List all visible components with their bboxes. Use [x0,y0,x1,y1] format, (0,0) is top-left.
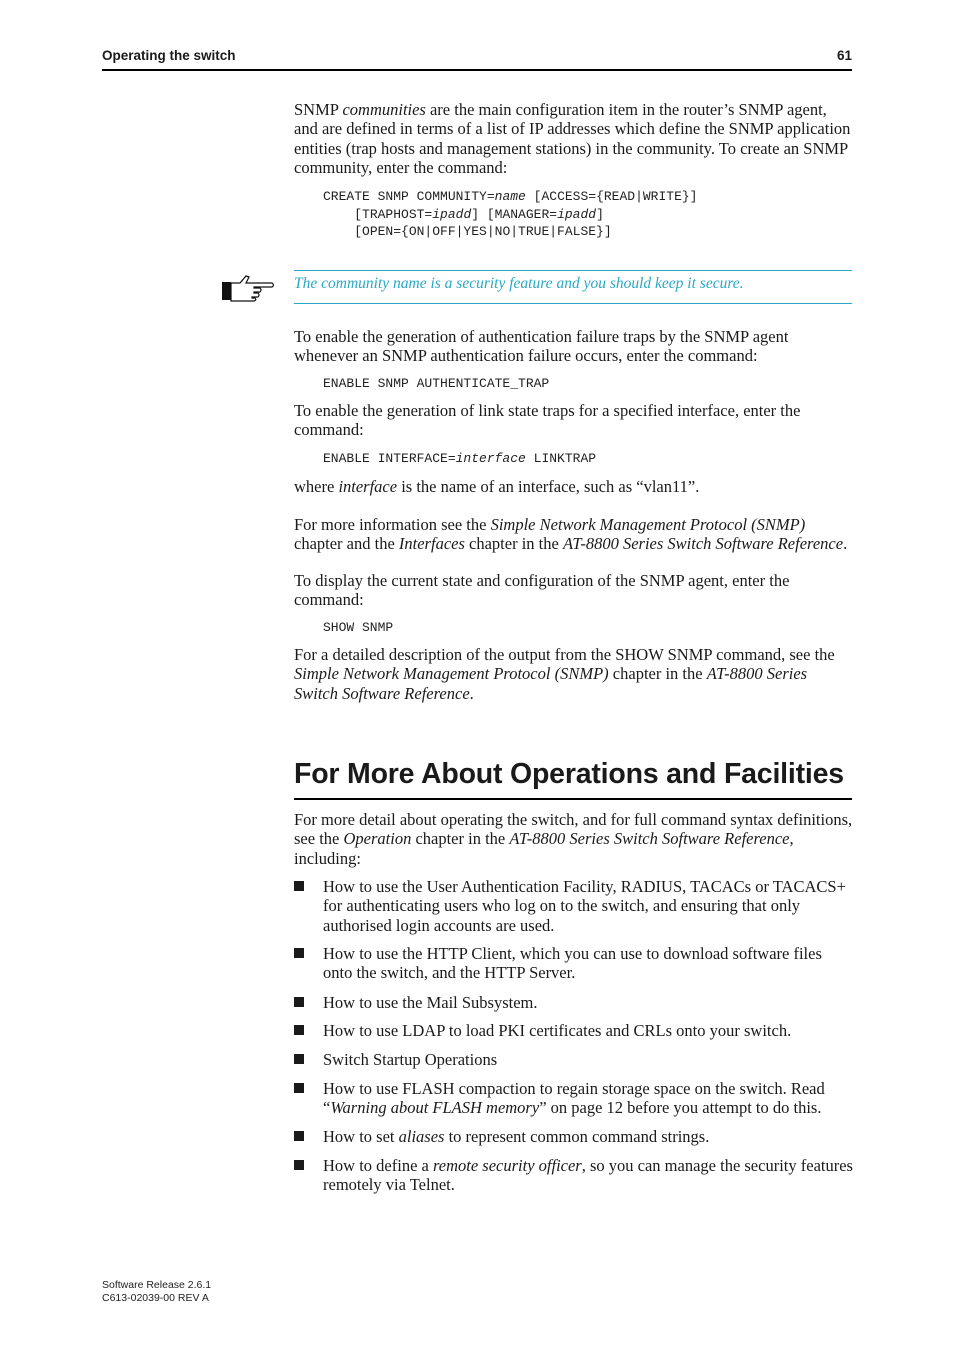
section-intro-paragraph [294,810,854,868]
list-item-text: Switch Startup Operations [323,1050,498,1069]
code-param: ipadd [557,206,597,222]
text-run: For more detail about operating the switch, and for full command syntax definitions, see the [294,810,853,849]
bullet-square-icon [294,1131,304,1141]
list-item-text: How to use LDAP to load PKI certificates and CRLs onto your switch. [323,1021,792,1040]
note-rule-bottom [294,303,852,304]
show-snmp-command: SHOW SNMP [323,620,394,635]
bullet-square-icon [294,1054,304,1064]
text-run: to represent common command strings. [444,1127,710,1146]
where-interface-paragraph [294,477,854,496]
page-footer [102,1279,211,1304]
code-param: ipadd [432,206,472,222]
text-run: How to define a [323,1156,433,1175]
text-run: For more information see the [294,515,491,534]
more-info-paragraph [294,515,854,554]
pointing-hand-icon [220,272,276,302]
reference-title: AT-8800 Series Switch Software Reference [294,664,808,703]
emphasis-communities: communities [342,100,426,119]
code-text: CREATE SNMP COMMUNITY= [323,189,495,204]
bullet-square-icon [294,997,304,1007]
reference-title: Operation [343,829,412,849]
text-run: For a detailed description of the output from the SHOW SNMP command, see the [294,645,835,664]
code-text: ] [596,206,604,222]
page-number: 61 [836,48,852,63]
footer-release: Software Release 2.6.1 [102,1279,212,1291]
text-run: chapter in the [608,664,707,684]
link-trap-paragraph [294,401,854,440]
snmp-communities-paragraph [294,100,854,177]
bullet-square-icon [294,948,304,958]
auth-trap-command: ENABLE SNMP AUTHENTICATE_TRAP [323,376,550,391]
code-text: LINKTRAP [525,451,597,466]
text-run: . [843,534,848,554]
list-item-text: How to use the User Authentication Facility, RADIUS, TACACs or TACACS+ for authenticating users who log on to the switch, and ensuring that only authorised login accounts are used. [323,877,846,935]
text-run: is the name of an interface, such as “vlan11”. [397,477,700,496]
code-param: name [494,189,526,204]
code-text: [OPEN={ON|OFF|YES|NO|TRUE|FALSE}] [354,224,612,239]
footer-doc-number: C613-02039-00 REV A [102,1291,209,1304]
text-run: chapter in the [411,829,510,849]
emphasis: interface [338,477,398,496]
note-rule-top [294,270,852,271]
text-run: , so you can manage the security features remotely via Telnet. [323,1156,853,1195]
text-run: chapter and the [294,534,399,554]
security-note: The community name is a security feature and you should keep it secure. [294,275,744,292]
section-heading-text: For More About Operations and Facilities [294,758,844,790]
reference-title: AT-8800 Series Switch Software Reference [562,534,844,554]
emphasis: aliases [398,1127,445,1146]
list-item-text: How to use the HTTP Client, which you can use to download software files onto the switch, and the HTTP Server. [323,944,822,983]
bullet-square-icon [294,1025,304,1035]
code-text: [ACCESS={READ|WRITE}] [525,189,698,204]
list-item-text [323,1079,853,1118]
code-text: ENABLE INTERFACE= [323,451,456,466]
cross-reference: Warning about FLASH memory [330,1098,540,1118]
text-run: . [469,683,474,703]
reference-title: Simple Network Management Protocol (SNMP) [294,664,609,684]
text-run: where [294,477,339,496]
header-section-title: Operating the switch [102,48,236,63]
reference-title: Interfaces [398,534,465,554]
create-community-command [323,188,698,241]
text-run: How to set [323,1127,399,1146]
reference-title: Simple Network Management Protocol (SNMP) [490,515,806,534]
bullet-square-icon [294,881,304,891]
text-run: are the main configuration item in the router’s SNMP agent, and are defined in terms of a list of IP addresses which define the SNMP application entities (trap hosts and management stations) in the community. To create an SNMP community, enter the command: [294,100,851,177]
link-trap-text: To enable the generation of link state traps for a specified interface, enter the command: [294,401,801,440]
bullet-square-icon [294,1083,304,1093]
running-header [102,48,852,71]
list-item-text [323,1127,853,1146]
list-item-text: How to use the Mail Subsystem. [323,993,538,1012]
emphasis: remote security officer [432,1156,582,1175]
show-snmp-text: To display the current state and configuration of the SNMP agent, enter the command: [294,571,790,610]
auth-trap-text: To enable the generation of authentication failure traps by the SNMP agent whenever an SNMP authentication failure occurs, enter the command: [294,327,789,366]
list-item-text [323,1156,853,1195]
text-run: , including: [294,829,794,868]
text-run: chapter in the [464,534,563,554]
link-trap-command [323,450,596,468]
code-param: interface [455,451,526,466]
show-snmp-paragraph [294,571,854,610]
section-heading [294,758,852,800]
text-run: How to use FLASH compaction to regain storage space on the switch. Read “ [323,1079,825,1118]
bullet-square-icon [294,1160,304,1170]
code-text: ] [MANAGER= [471,206,558,222]
text-run: ” on page 12 before you attempt to do this. [539,1098,822,1118]
reference-title: AT-8800 Series Switch Software Reference [509,829,790,849]
code-text: [TRAPHOST= [354,206,433,222]
detailed-description-paragraph [294,645,854,703]
auth-trap-paragraph [294,327,854,366]
text-run: SNMP [294,100,343,119]
